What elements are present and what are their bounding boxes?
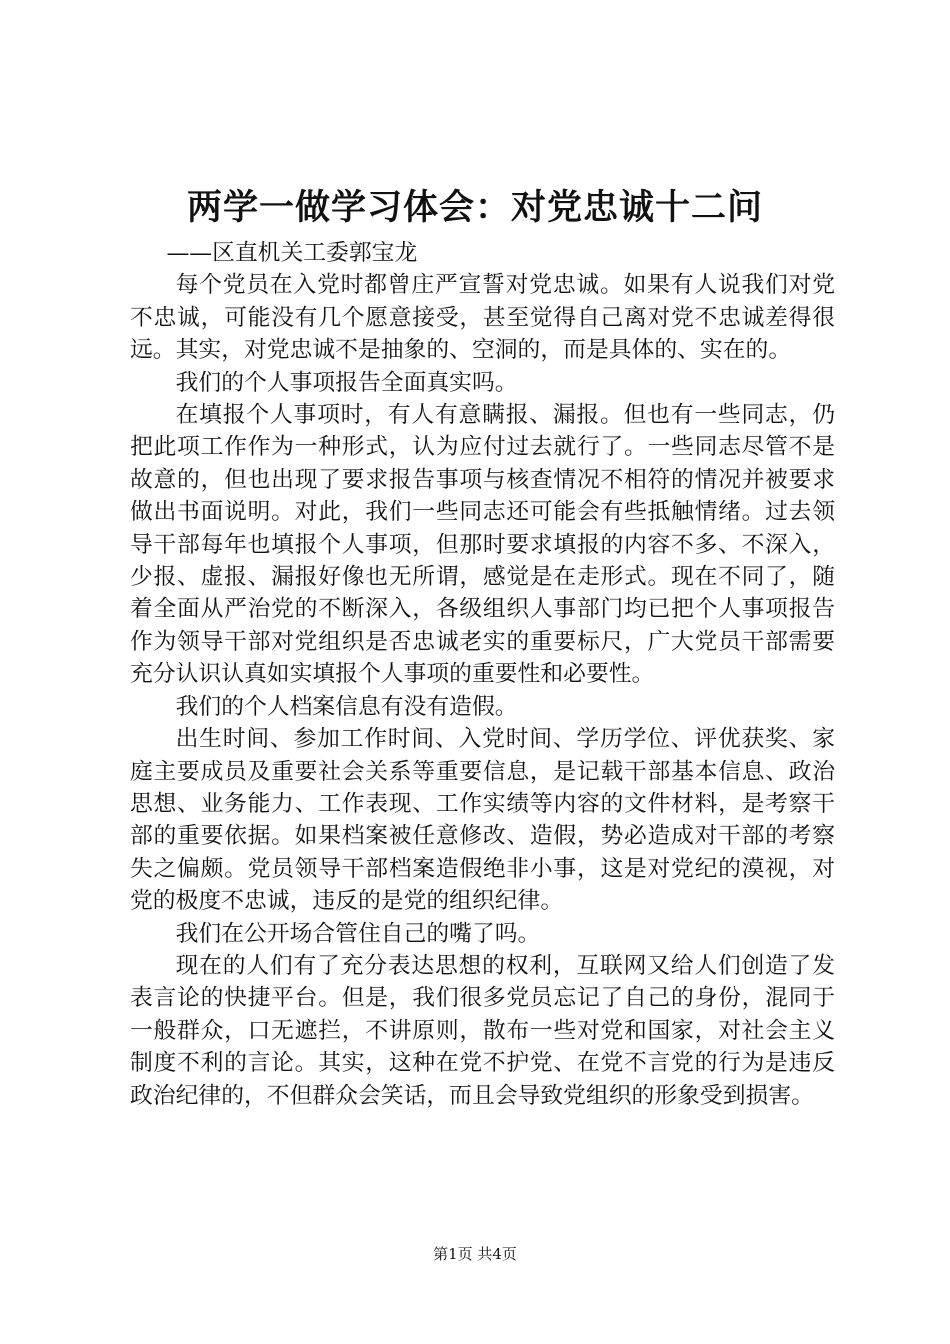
question-heading-3: 我们在公开场合管住自己的嘴了吗。 — [175, 920, 541, 947]
document-body — [130, 237, 835, 1112]
paragraph-personal-matters: 在填报个人事项时，有人有意瞒报、漏报。但也有一些同志，仍把此项工作作为一种形式，认为应付过去就行了。一些同志尽管不是故意的，但也出现了要求报告事项与核查情况不相符的情况并被要求做出书面说明。对此，我们一些同志还可能会有些抵触情绪。过去领导干部每年也填报个人事项，但那时要求填报的内容不多、不深入，少报、虚报、漏报好像也无所谓，感觉是在走形式。现在不同了，随着全面从严治党的不断深入，各级组织人事部门均已把个人事项报告作为领导干部对党组织是否忠诚老实的重要标尺，广大党员干部需要充分认识认真如实填报个人事项的重要性和必要性。 — [130, 402, 835, 688]
question-heading-2: 我们的个人档案信息有没有造假。 — [175, 693, 518, 720]
document-title: 两学一做学习体会：对党忠诚十二问 — [186, 188, 763, 228]
paragraph-public-speech: 现在的人们有了充分表达思想的权利，互联网又给人们创造了发表言论的快捷平台。但是，我们很多党员忘记了自己的身份，混同于一般群众，口无遮拦，不讲原则，散布一些对党和国家，对社会主义制度不利的言论。其实，这种在党不护党、在党不言党的行为是违反政治纪律的，不但群众会笑话，而且会导致党组织的形象受到损害。 — [130, 952, 835, 1109]
paragraph-personal-archives: 出生时间、参加工作时间、入党时间、学历学位、评优获奖、家庭主要成员及重要社会关系等重要信息，是记载干部基本信息、政治思想、业务能力、工作表现、工作实绩等内容的文件材料，是考察干部的重要依据。如果档案被任意修改、造假，势必造成对干部的考察失之偏颇。党员领导干部档案造假绝非小事，这是对党纪的漠视，对党的极度不忠诚，违反的是党的组织纪律。 — [130, 726, 835, 915]
question-heading-1: 我们的个人事项报告全面真实吗。 — [175, 369, 518, 396]
paragraph-intro: 每个党员在入党时都曾庄严宣誓对党忠诚。如果有人说我们对党不忠诚，可能没有几个愿意接受，甚至觉得自己离对党不忠诚差得很远。其实，对党忠诚不是抽象的、空洞的，而是具体的、实在的。 — [130, 272, 835, 364]
page-number-footer: 第1页 共4页 — [433, 1245, 517, 1263]
author-line: ——区直机关工委郭宝龙 — [166, 240, 418, 266]
